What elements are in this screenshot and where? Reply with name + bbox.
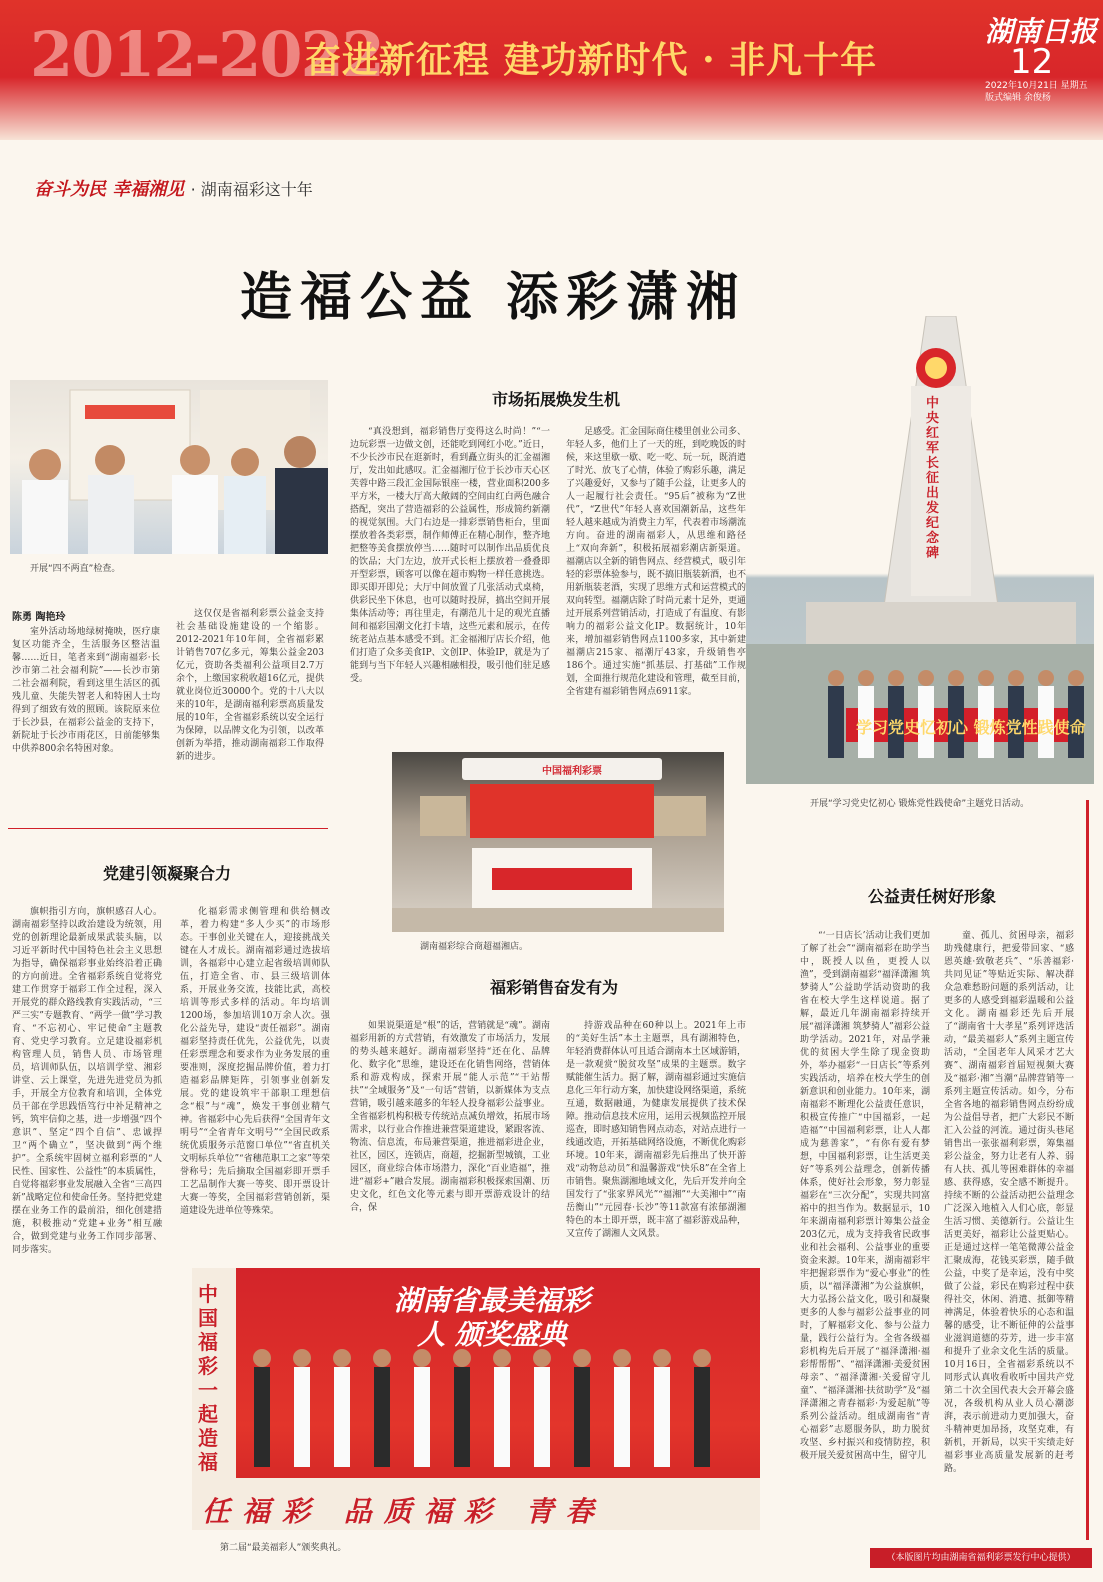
market-col-2: 足感受。汇金国际商住楼里创业公司多、年轻人多，他们上了一天的班，到吃晚饭的时候，来这里歇一歇、吃一吃、玩一玩，既消遣了时光、放飞了心情，体验了购彩乐趣，满足了兴趣爱好，又参与了随手公益，让更多人的人一起履行社会责任。“95后”被称为“Z世代”，“Z世代”年轻人喜欢国潮新品，这些年轻人越来越成为消费主力军，代表着市场潮流方向。奋进的湖南福彩人，从思维和路径上“双向奔新”，积极拓展福彩潮店新渠道。福潮店以全新的销售网点、经营模式，吸引年轻的彩票体验参与，既不搞旧瓶装新酒，也不用新瓶装老酒，实现了思维方式和运营模式的双向转型。福潮店除了时尚元素十足外，更通过开展系列营销活动，打造成了有温度、有影响力的福彩公益文化IP。数据统计，10年来，增加福彩销售网点1100多家，其中新建福潮店215家、福潮厅43家，升级销售亭186个。通过实施“抓基层、打基础”工作规划，全面推行规范化建设和管理，截至目前，全省建有福彩销售网点6911家。	[566, 427, 746, 697]
section-title-public-welfare: 公益责任树好形象	[868, 887, 997, 906]
caption-party-day: 开展“学习党史忆初心 锻炼党性践使命”主题党日活动。	[810, 799, 1030, 809]
caption-store: 湖南福彩综合商超福湘店。	[420, 942, 529, 952]
series-tag	[34, 175, 313, 201]
party-col-1: 旗帜指引方向，旗帜感召人心。湖南福彩坚持以政治建设为统领，用党的创新理论最新成果武装头脑，以习近平新时代中国特色社会主义思想为指导，确保福彩事业始终沿着正确的方向前进。全省福彩系统自觉将党建工作贯穿于福彩工作全过程，深入开展党的群众路线教育实践活动，“三严三实”专题教育、“两学一做”学习教育、“不忘初心、牢记使命”主题教育、党史学习教育。立足建设福彩机构管理人员，销售人员、市场管理员，培训师队伍，以培训学堂、湘彩讲堂、云上课堂，先进先进党员为抓手，开展全方位教育和培训，全体党员干部在学思践悟笃行中补足精神之钙，筑牢信仰之基，进一步增强“四个意识”、坚定“四个自信”、忠诚捍卫“两个确立”，坚决做到“两个维护”。全系统牢固树立福利彩票的“人民性、国家性、公益性”的本质属性，自觉将福彩事业发展融入全省“三高四新”战略定位和使命任务。坚持把党建摆在业务工作的最前沿，细化创建措施，积极推动“党建+业务”相互融合，做到党建与业务工作同步部署、同步落实。	[12, 907, 162, 1255]
section-title-market: 市场拓展焕发生机	[492, 390, 621, 409]
caption-award: 第二届“最美福彩人”颁奖典礼。	[220, 1543, 347, 1553]
welfare-col-2: 童、孤儿、贫困母亲，福彩助残健康行，把爱带回家、“感恩英雄·致敬老兵”、“乐善福彩·共同见证”等贴近实际、解决群众急难愁盼问题的系列活动，让更多的人感受到福彩温暖和公益文化。湖南福彩还先后开展了“湖南省十大孝星”系列评选活动，“最美福彩人”系列主题宣传活动，“全国老年人风采才艺大赛”、湖南福彩首届短视频大赛及“福彩·湘”当潮“品牌营销等一系列主题宣传活动。如今，分布全省各地的福彩销售网点纷纷成为公益倡导者，把广大彩民不断汇入公益的河流。通过街头巷尾销售出一张张福利彩票，筹集福彩公益金，努力让老有人养、弱有人扶、孤儿等困难群体的幸福感、获得感，安全感不断提升。持续不断的公益活动把公益理念广泛深入地植入人们心底，彰显生活习惯、美德新行。公益让生活更美好，福彩让公益更贴心。正是通过这样一笔笔微薄公益金汇聚成海，花钱买彩票，随手做公益，中奖了是幸运，没有中奖做了公益，彩民在购彩过程中获得社交，休闲、消遣、抵御等精神满足，体验着快乐的心态和温馨的感受，让不断征伸的公益事业滋润道德的芬芳，进一步丰富和提升了业余文化生活的质量。10月16日，全省福彩系统以不同形式认真收看收听中国共产党第二十次全国代表大会开幕会盛况，各级机构从业人员心潮澎湃，表示前进动力更加强大，奋斗精神更加昂扬，攻坚克难，有新机，开新局，以实干实绩走好福彩事业高质量发展新的赶考路。	[944, 931, 1074, 1474]
date-line	[985, 80, 1095, 104]
market-col-1: “真没想到，福彩销售厅变得这么时尚！”“一边玩彩票一边做文创，还能吃到网红小吃。”近日，不少长沙市民在逛新时，看到矗立街头的汇金福湘厅，发出如此感叹。汇金福湘厅位于长沙市天心区芙蓉中路三段汇金国际银座一楼，营业面积200多平方米，一楼大厅高大敞阔的空间由红白两色融合搭配，突出了营造福彩的公益属性，形成简约新潮的视觉氛围。大门右边是一排彩票销售柜台，里面摆放着各类彩票，制作师傅正在精心制作，整齐地把整等美食摆放停当……随时可以制作出品质优良的饮品；大门左边，放开式长柜上摆放着一叠叠即开型彩票，顾客可以像在超市购物一样任意挑选。即买即开即兑；大厅中间放置了几张活动式桌椅，供彩民坐下休息，也可以随时投屏，搞出空间开展集体活动等；再往里走，有潮范儿十足的观光直播间和福彩国潮文化打卡墙，这些元素和展示，在传统老站点基本感受不到。汇金福湘厅店长介绍，他们打造了众多美食IP、文创IP、体验IP，就是为了能到与当下年轻人兴趣相融相投，吸引他们驻足感受。	[350, 427, 550, 684]
inspection-photo-art	[10, 380, 328, 554]
issue-editors: 版式编辑 余俊杨	[985, 93, 1051, 103]
intro-col-1: 室外活动场地绿树掩映，医疗康复区功能齐全，生活服务区整洁温馨……近日，笔者来到“湖南福彩·长沙市第二社会福利院”——长沙市第二社会福利院，看到这里生活区的孤残儿童、失能失智老人和特困人士均得到了细致有效的照顾。该院原来位于长沙县，在福彩公益金的支持下，新院址于长沙市雨花区，日前能够集中供养800余名特困对象。	[12, 627, 160, 754]
sales-col-1: 如果说渠道是“根”的话，营销就是“魂”。湖南福彩用新的方式营销，有效激发了市场活力，发展的势头越来越好。湖南福彩坚持“还在化、品牌化、数字化”思维，建设还在化销售网络，营销体系和游戏构成，探索开展“能人示范”“干站帮扶”“全域服务”及“一句话”营销，以新媒体为支点营销，吸引越来越多的年轻人投身福彩公益事业。全省福彩机构积极专传统站点减负增效，拓展市场需求，以行业合作推进兼营渠道建设，紧跟客流、物流、信息流，布局兼营渠道，推进福彩进企业，社区，园区，连锁店，商超，挖掘新型城镇，工业园区，商业综合体市场潜力，深化“百业造福”，推进“福彩+”融合发展。湖南福彩积极探索国潮、历史文化，红色文化等元素与即开票游戏设计的结合，保	[350, 1021, 550, 1213]
masthead-slogan: 奋进新征程 建功新时代 · 非凡十年	[305, 39, 878, 81]
series-tag-sub: · 湖南福彩这十年	[190, 180, 313, 199]
year-watermark: 2012-2022	[30, 18, 383, 91]
bylines: 陈勇 陶艳玲	[12, 612, 66, 623]
series-tag-main: 奋斗为民 幸福湘见	[34, 179, 185, 200]
store-sign: 中国福利彩票	[542, 766, 602, 777]
section-title-sales: 福彩销售奋发有为	[490, 978, 619, 997]
page-number: 12	[1010, 42, 1054, 82]
monument-inscription: 中央红军长征出发纪念碑	[926, 396, 940, 561]
sales-col-2: 持游戏品种在60种以上。2021年上市的“美好生活”本土主题票，具有湖湘特色，年轻消费群体认可且适合湖南本土区域游销，是一款观赏“脱贫攻坚”成果的主题票。数字赋能催生活力。据了解，湖南福彩通过实施信息化三年行动方案，加快建设网络渠道，系统互通，数据融通，为健康发展提供了技术保障。推动信息技术应用，运用云视频监控开展巡查，即时感知销售网点动态，对站点进行一线通改造，开拓基础网络设施，不断优化购彩环境。10年来，湖南福彩先后推出了快开游戏“动物总动员”和温馨游戏“快乐8”在全省上市销售。聚焦湖湘地域文化，先后开发并向全国发行了“张家界风光”“福湘”“大美湘中”“南岳衡山”“元园春·长沙”等11款富有浓郁湖湘特色的本土即开票，既丰富了福彩游戏品种，又宣传了湖湘人文风景。	[566, 1021, 746, 1239]
intro-col-2: 这仅仅是省福利彩票公益金支持社会基础设施建设的一个缩影。2012-2021年10年间，全省福彩累计销售707亿多元，筹集公益金203亿元，资助各类福利公益项目2.7万余个，上缴国家税收超16亿元，提供就业岗位近30000个。党的十八大以来的10年，是湖南福利彩票高质量发展的10年，全省福彩系统以安全运行为保障，以品牌文化为引领，以改革创新为举措，推动湖南福彩工作取得新的进步。	[176, 609, 324, 762]
award-bottom-slogan: 任福彩 品质福彩 青春	[202, 1495, 606, 1528]
section-title-party: 党建引领凝聚合力	[103, 864, 232, 883]
store-photo	[392, 752, 724, 932]
caption-inspection: 开展“四不两直”检查。	[30, 564, 121, 574]
welfare-col-1: “‘一日店长’活动让我们更加了解了社会”“湖南福彩在助学当中，既授人以鱼，更授人以渔”，受到湖南福彩“福泽潇湘 筑梦骑人”公益助学活动资助的我省在校大学生这样说道。据了解，最近几年湖南福彩持续开展“福泽潇湘 筑梦骑人”福彩公益助学活动。2021年，对品学兼优的贫困大学生除了现金资助外，举办福彩“一日店长”等系列实践活动，培养在校大学生的创新意识和创业能力。10年来，湖南福彩不断理化公益责任意识，积极宣传推广“中国福彩，一起造福”“中国福利彩票，让人人都成为慈善家”，“有你有爱有梦想，中国福利彩票，让生活更美好”等系列公益理念，创新传播体系，使好社会形象，努力彰显福彩在“三次分配”，实现共同富裕中的担当作为。数据显示，10年来湖南福利彩票计筹集公益金203亿元，成为支持我省民政事业和社会福利、公益事业的重要资金来源。10年来，湖南福彩牢牢把握彩票作为“爱心事业”的性质，以“福泽潇湘”为公益旗帜，大力弘扬公益文化，吸引和凝聚更多的人参与福彩公益事业的同时，了解福彩文化、参与公益力量，践行公益行为。全省各级福彩机构先后开展了“福泽潇湘·福彩帮帮帮”、“福泽潇湘·美爱贫困母亲”、“福泽潇湘·关爱留守儿童”、“福泽潇湘·扶贫助学”及“福泽潇湘之青春福彩·为爱起航”等系列公益活动。组成湖南省“青心福彩”志愿服务队，助力脱贫攻坚、乡村振兴和疫情防控，积极开展关爱贫困高中生，留守儿	[800, 931, 930, 1461]
award-photo	[192, 1268, 760, 1530]
monument-photo	[746, 316, 1094, 784]
party-col-2: 化福彩需求侧管理和供给侧改革，着力构建“多人少买”的市场形态。干事创业关键在人，迎接挑战关键在人才成长。湖南福彩通过选拔培训，各福彩中心建立起省级培训师队伍，打造全省、市、县三级培训体系，开展业务交流，技能比武，高校培训等形式多样的活动。年均培训1200场，参加培训10万余人次。强化公益先导，建设“责任福彩”。湖南福彩坚持责任优先，公益优先，以责任彩票理念和要求作为业务发展的重要准则，深度挖掘品牌价值，着力打造福彩品牌矩阵，引领事业创新发展。党的建设筑牢干部职工理想信念“根”与“魂”，焕发干事创业精气神。省福彩中心先后获得“全国青年文明号”“全省青年文明号”“全国民政系统优质服务示范窗口单位”“省直机关文明标兵单位”“省穗范职工之家”等荣誉称号；先后摘取全国福彩即开票手工艺品制作大赛一等奖、即开票设计大赛一等奖，全国福彩营销创新，渠道建设先进单位等殊荣。	[180, 907, 330, 1216]
section-divider	[8, 828, 328, 829]
award-side-slogan: 中国福彩 一起造福	[198, 1282, 218, 1474]
inspection-photo	[10, 380, 328, 554]
photo-credit: （本版图片均由湖南省福利彩票发行中心提供）	[870, 1548, 1092, 1568]
monument-art	[746, 316, 1094, 784]
party-banner-text: 学习党史忆初心 锻炼党性践使命	[856, 718, 1086, 737]
award-banner-title: 湖南省最美福彩人 颁奖盛典	[393, 1284, 590, 1351]
issue-date: 2022年10月21日 星期五	[985, 81, 1088, 91]
paper-name: 湖南日报	[985, 15, 1098, 48]
store-photo-art	[392, 752, 724, 932]
right-red-rule	[1086, 800, 1089, 1540]
headline: 造福公益 添彩潇湘	[240, 268, 747, 328]
